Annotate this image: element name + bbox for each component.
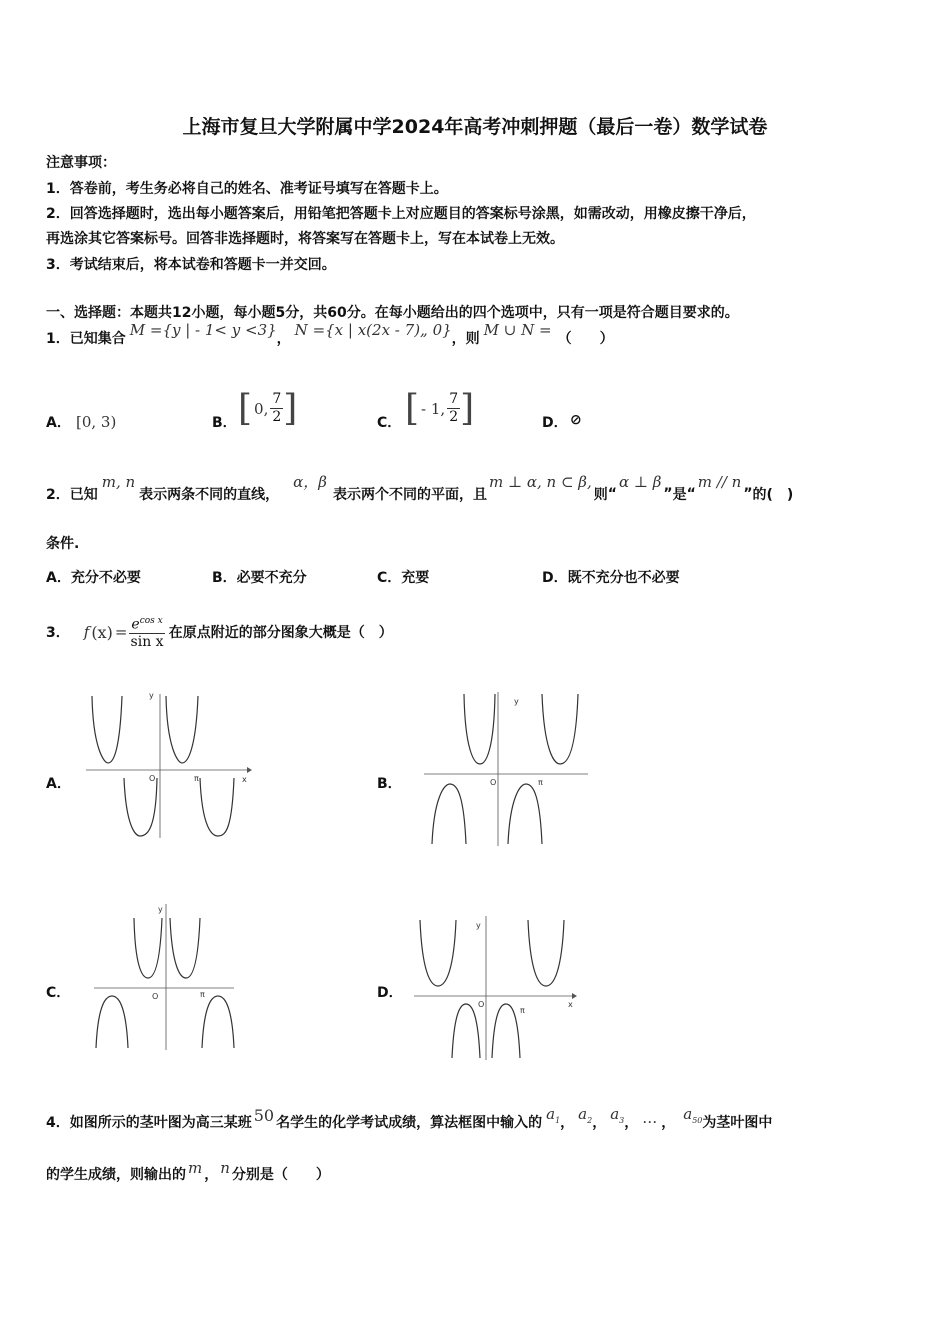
q4-a2 — [578, 1105, 592, 1125]
q3-option-c-label: C． — [46, 985, 71, 1001]
q4-n: n — [220, 1159, 230, 1177]
q3-arg: (x) — [91, 622, 113, 642]
q1-option-c-value — [405, 388, 474, 429]
q2-line2: 条件. — [46, 536, 80, 552]
q4-a1 — [546, 1105, 560, 1125]
graph-a — [82, 688, 254, 840]
graph-b-y-label: y — [514, 697, 519, 706]
q2-cond: m ⊥ α, n ⊂ β, — [488, 472, 592, 491]
q4-dots: … — [642, 1109, 658, 1127]
graph-d-y-label: y — [476, 921, 481, 930]
q1-b-num: 7 — [272, 391, 282, 407]
q3-text: 在原点附近的部分图象大概是（ ） — [168, 625, 393, 641]
q2-option-a: A．充分不必要 — [46, 570, 141, 586]
q3-e: e — [131, 616, 140, 633]
notice-item-3: 3．考试结束后，将本试卷和答题卡一并交回。 — [46, 257, 336, 273]
q3-option-d-label: D． — [377, 985, 403, 1001]
q2-quote-open-2: “ — [686, 485, 696, 502]
q1-c-num: 7 — [449, 391, 459, 407]
q1-option-d-label: D． — [542, 415, 568, 431]
q2-quote-close-2: ” — [743, 485, 753, 502]
q4-m: m — [188, 1159, 203, 1177]
q3-fraction — [129, 613, 164, 652]
q1-option-c-label: C． — [377, 415, 402, 431]
q4-sep-5: ， — [204, 1167, 219, 1183]
graph-d-curve-1 — [420, 920, 456, 986]
graph-d-curve-4 — [492, 1004, 520, 1058]
q4-a2-sub: 2 — [587, 1116, 593, 1125]
graph-c — [90, 900, 240, 1052]
graph-b-curve-2 — [542, 694, 578, 764]
q1-option-d-value: ⊘ — [570, 412, 582, 428]
q4-sep-2: ， — [592, 1115, 607, 1131]
q1-option-b-label: B． — [212, 415, 237, 431]
q3-option-a-label: A． — [46, 776, 71, 792]
q2-text2: 表示两个不同的平面，且 — [332, 486, 487, 503]
graph-d-x-arrow — [572, 993, 577, 999]
graph-a-y-label: y — [149, 691, 154, 700]
q4-prefix: 4．如图所示的茎叶图为高三某班 — [46, 1115, 252, 1131]
q1-b-bracket-close: ] — [283, 388, 298, 429]
graph-b-curve-4 — [508, 784, 542, 844]
graph-d-curve-2 — [528, 920, 564, 986]
question-2 — [46, 472, 794, 504]
notice-heading: 注意事项： — [46, 155, 116, 171]
q2-text3: 则 — [593, 486, 608, 503]
graph-a-curve-2 — [166, 696, 198, 763]
q2-quote-close-1: ” — [663, 485, 673, 502]
graph-c-pi: π — [200, 990, 205, 999]
q4-line2a: 的学生成绩，则输出的 — [46, 1167, 186, 1183]
q4-sep-4: ， — [661, 1115, 676, 1131]
graph-c-y-label: y — [158, 905, 163, 914]
graph-a-x-arrow — [247, 767, 252, 773]
graph-b-pi: π — [538, 778, 543, 787]
q1-b-fraction — [270, 391, 283, 426]
q4-text2: 为茎叶图中 — [702, 1115, 773, 1131]
q1-c-den: 2 — [449, 409, 459, 425]
graph-d — [412, 912, 578, 1062]
graph-b-origin: O — [490, 778, 497, 787]
q4-line2b: 分别是（ ） — [231, 1167, 330, 1183]
q4-sep-3: ， — [624, 1115, 639, 1131]
q2-text4: 是 — [672, 486, 687, 503]
graph-b — [422, 688, 592, 848]
q1-c-bracket-close: ] — [460, 388, 475, 429]
q4-sep-1: ， — [560, 1115, 575, 1131]
q4-a3-base: a — [610, 1105, 620, 1123]
question-4 — [46, 1105, 773, 1132]
q4-text1: 名学生的化学考试成绩，算法框图中输入的 — [276, 1115, 543, 1131]
q1-b-bracket-open: [ — [238, 388, 253, 429]
notice-item-2-cont: 再选涂其它答案标号。回答非选择题时，将答案写在答题卡上，写在本试卷上无效。 — [46, 231, 564, 247]
q2-cond3: m // n — [697, 472, 742, 491]
q2-prefix: 2．已知 — [46, 486, 98, 503]
graph-c-origin: O — [152, 992, 159, 1001]
q1-b-den: 2 — [272, 409, 282, 425]
graph-c-curve-3 — [96, 996, 128, 1048]
q3-f: f — [83, 623, 90, 641]
q2-option-d: D．既不充分也不必要 — [542, 570, 680, 586]
q2-option-b: B．必要不充分 — [212, 570, 307, 586]
q1-b-inner: 0, — [254, 399, 269, 418]
graph-a-pi: π — [194, 774, 199, 783]
graph-a-x-label: x — [242, 775, 247, 784]
graph-a-curve-3 — [124, 778, 157, 836]
graph-a-origin: O — [149, 774, 156, 783]
graph-c-curve-2 — [170, 918, 200, 978]
q2-text5: 的( ) — [752, 486, 794, 503]
graph-d-curve-3 — [452, 1004, 480, 1058]
q4-line2 — [46, 1159, 330, 1184]
graph-b-curve-3 — [432, 784, 466, 844]
graph-c-curve-4 — [202, 996, 234, 1048]
q1-set-n: N ={x | x(2x - 7)„ 0} — [294, 321, 452, 339]
notice-item-2: 2．回答选择题时，选出每小题答案后，用铅笔把答题卡上对应题目的答案标号涂黑，如需改动，用橡皮擦干净后， — [46, 206, 756, 222]
q3-numerator — [129, 613, 164, 635]
q1-c-inner: - 1, — [421, 399, 446, 418]
q4-a1-base: a — [546, 1105, 556, 1123]
graph-a-curve-1 — [92, 696, 122, 763]
q3-option-b-label: B． — [377, 776, 402, 792]
q4-a3-sub: 3 — [619, 1116, 625, 1125]
graph-a-curve-4 — [200, 778, 234, 836]
q2-cond2: α ⊥ β — [618, 472, 662, 491]
q2-mn: m, n — [101, 472, 136, 491]
q1-c-fraction — [447, 391, 460, 426]
q1-blank: （ ） — [557, 331, 614, 347]
graph-d-pi: π — [520, 1006, 525, 1015]
q2-ab: α，β — [293, 473, 327, 491]
q1-comma: ， — [276, 331, 291, 347]
q3-eq: = — [114, 623, 128, 641]
q4-a2-base: a — [578, 1105, 588, 1123]
q1-prefix: 1．已知集合 — [46, 331, 126, 347]
question-3 — [46, 607, 393, 657]
question-1 — [46, 321, 614, 348]
q1-option-a-label: A． — [46, 415, 71, 431]
q3-prefix: 3． — [46, 625, 70, 641]
section-heading: 一、选择题：本题共12小题，每小题5分，共60分。在每小题给出的四个选项中，只有一项是符合题目要求的。 — [46, 305, 739, 321]
page-title: 上海市复旦大学附属中学2024年高考冲刺押题（最后一卷）数学试卷 — [182, 116, 768, 138]
notice-item-1: 1．答卷前，考生务必将自己的姓名、准考证号填写在答题卡上。 — [46, 181, 448, 197]
q1-c-bracket-open: [ — [405, 388, 420, 429]
q2-quote-open-1: “ — [607, 485, 617, 502]
q3-denominator: sin x — [130, 634, 164, 651]
q4-n50: 50 — [253, 1105, 275, 1125]
graph-c-curve-1 — [134, 918, 162, 978]
graph-d-origin: O — [478, 1000, 485, 1009]
q3-exponent: cos x — [139, 615, 163, 626]
q4-a50 — [683, 1105, 702, 1125]
q1-expr: M ∪ N = — [483, 321, 552, 339]
q2-text1: 表示两条不同的直线， — [139, 486, 280, 503]
graph-d-x-label: x — [568, 1000, 573, 1009]
q2-option-c: C．充要 — [377, 570, 430, 586]
q4-a3 — [610, 1105, 624, 1125]
graph-b-curve-1 — [464, 694, 495, 764]
q1-then: ，则 — [451, 331, 480, 347]
q4-a50-base: a — [683, 1105, 693, 1123]
q4-a1-sub: 1 — [555, 1116, 561, 1125]
q1-set-m: M ={y | - 1< y <3} — [129, 321, 277, 339]
q4-a50-sub: 50 — [692, 1116, 703, 1125]
q1-option-a-value: [0, 3) — [76, 413, 117, 431]
q1-option-b-value — [238, 388, 297, 429]
